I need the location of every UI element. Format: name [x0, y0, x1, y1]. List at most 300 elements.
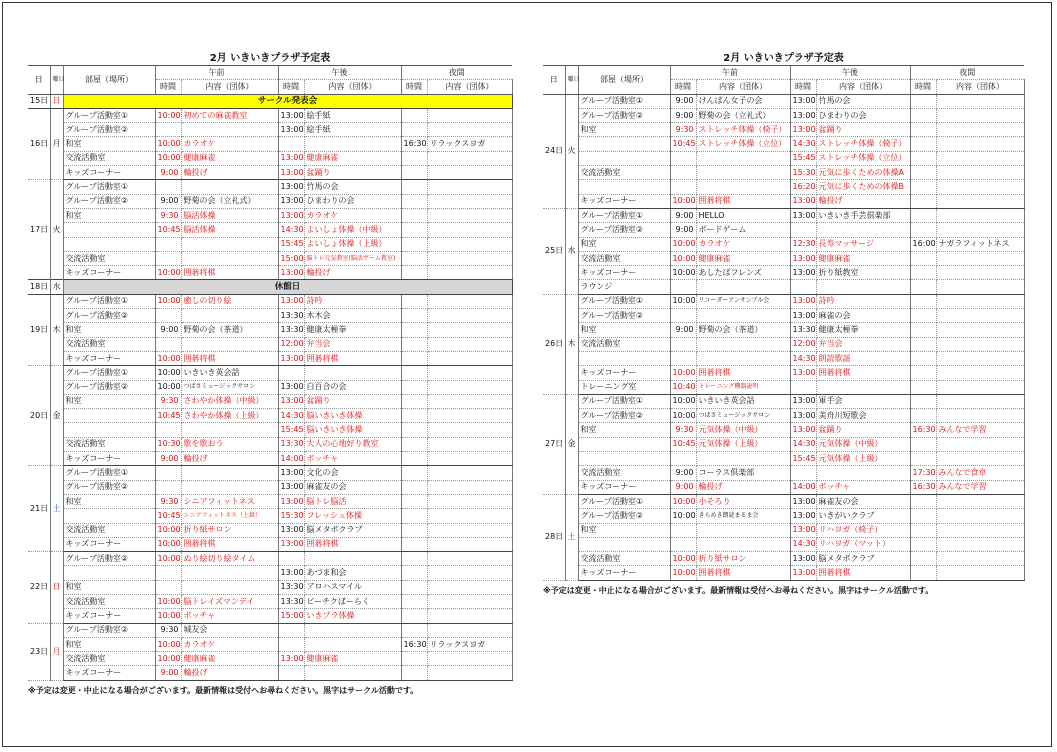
morning-time: 9:00	[670, 323, 696, 337]
night-time	[910, 208, 936, 222]
table-row	[543, 137, 1024, 151]
afternoon-time: 13:00	[278, 394, 304, 408]
night-event	[936, 394, 1024, 408]
afternoon-event: 元気に歩くための体操B	[816, 180, 910, 194]
table-row	[28, 452, 512, 466]
room-name: グループ活動室②	[63, 123, 155, 137]
morning-time: 10:00	[155, 537, 181, 551]
night-time	[401, 437, 427, 451]
night-event	[936, 366, 1024, 380]
afternoon-time: 13:00	[278, 523, 304, 537]
afternoon-time: 14:00	[790, 480, 816, 494]
col-header-night: 夜間	[401, 66, 512, 80]
night-time	[910, 537, 936, 551]
room-name: キッズコーナー	[63, 452, 155, 466]
afternoon-event: ストレッチ体操（椅子）	[816, 137, 910, 151]
night-event	[936, 452, 1024, 466]
col-header-night: 夜間	[910, 66, 1024, 80]
day-date: 21日	[28, 466, 50, 552]
afternoon-event	[304, 666, 401, 680]
night-time	[401, 666, 427, 680]
night-event	[427, 423, 512, 437]
night-time	[910, 380, 936, 394]
afternoon-event: ボッチャ	[304, 452, 401, 466]
morning-time	[155, 580, 181, 594]
night-time	[401, 237, 427, 251]
afternoon-event: フレッシュ体操	[304, 509, 401, 523]
room-name: グループ活動室②	[578, 409, 670, 423]
col-header-content: 内容（団体）	[936, 80, 1024, 94]
morning-time: 10:00	[670, 251, 696, 265]
afternoon-event: 元気に歩くための体操A	[816, 166, 910, 180]
night-time	[910, 294, 936, 308]
table-row	[28, 523, 512, 537]
afternoon-time: 13:00	[790, 194, 816, 208]
morning-event	[181, 251, 278, 265]
table-row	[543, 466, 1024, 480]
morning-time	[670, 309, 696, 323]
morning-event: つばさミュージックサロン	[181, 380, 278, 394]
room-name: グループ活動室①	[578, 208, 670, 222]
day-block	[28, 108, 512, 179]
morning-event	[696, 537, 790, 551]
sheet-title: 2月 いきいきプラザ予定表	[209, 53, 331, 64]
col-header-content: 内容（団体）	[427, 80, 512, 94]
col-header-content: 内容（団体）	[816, 80, 910, 94]
night-time	[401, 452, 427, 466]
day-weekday: 水	[565, 208, 578, 294]
night-event	[427, 151, 512, 165]
room-name: 交流活動室	[578, 337, 670, 351]
afternoon-time: 13:00	[790, 523, 816, 537]
col-header-time: 時間	[278, 80, 304, 94]
table-row	[28, 151, 512, 165]
room-name: 和室	[63, 637, 155, 651]
morning-time: 9:00	[670, 223, 696, 237]
morning-time: 10:00	[670, 366, 696, 380]
afternoon-event: 絵手紙	[304, 108, 401, 122]
night-time	[401, 566, 427, 580]
night-event	[427, 351, 512, 365]
table-row	[28, 108, 512, 122]
afternoon-event	[304, 366, 401, 380]
night-time	[910, 523, 936, 537]
afternoon-event: リハヨガ（椅子）	[816, 523, 910, 537]
morning-event: ストレッチ体操（立位）	[696, 137, 790, 151]
morning-event: 元気体操（上級）	[696, 437, 790, 451]
table-row	[28, 180, 512, 194]
day-block	[28, 294, 512, 365]
morning-event: 健康麻雀	[181, 652, 278, 666]
night-time	[401, 480, 427, 494]
room-name	[578, 351, 670, 365]
room-name	[63, 509, 155, 523]
morning-event	[181, 237, 278, 251]
col-header-time: 時間	[155, 80, 181, 94]
morning-event: 健康麻雀	[696, 251, 790, 265]
morning-event: いきいき英会話	[181, 366, 278, 380]
afternoon-event: カラオケ	[304, 208, 401, 222]
morning-time: 10:40	[670, 380, 696, 394]
day-weekday: 木	[50, 294, 63, 365]
afternoon-event: 健康麻雀	[304, 151, 401, 165]
night-event	[936, 409, 1024, 423]
col-header-content: 内容（団体）	[181, 80, 278, 94]
day-block	[28, 552, 512, 623]
morning-event: 小そろり	[696, 494, 790, 508]
night-event	[427, 652, 512, 666]
afternoon-time: 13:00	[790, 566, 816, 580]
morning-event: リコーダーアンサンブル会	[696, 294, 790, 308]
day-block	[543, 94, 1024, 208]
table-row	[543, 194, 1024, 208]
afternoon-time: 13:00	[278, 380, 304, 394]
afternoon-event: よいしょ体操（中級）	[304, 223, 401, 237]
afternoon-time: 13:00	[278, 180, 304, 194]
morning-event	[181, 123, 278, 137]
night-time	[910, 94, 936, 108]
table-row	[543, 237, 1024, 251]
night-time	[401, 466, 427, 480]
afternoon-time: 13:00	[278, 194, 304, 208]
room-name: 和室	[63, 323, 155, 337]
room-name: キッズコーナー	[578, 194, 670, 208]
night-time	[401, 251, 427, 265]
room-name	[63, 566, 155, 580]
morning-event: 囲碁将棋	[181, 537, 278, 551]
night-event	[427, 208, 512, 222]
room-name: グループ活動室②	[63, 380, 155, 394]
afternoon-time	[790, 380, 816, 394]
afternoon-time: 15:45	[790, 452, 816, 466]
day-date: 24日	[543, 94, 565, 208]
morning-time: 10:45	[155, 409, 181, 423]
afternoon-event	[304, 552, 401, 566]
night-event	[427, 309, 512, 323]
morning-event	[181, 337, 278, 351]
table-row	[28, 652, 512, 666]
morning-event: 輪投げ	[181, 452, 278, 466]
room-name	[578, 437, 670, 451]
night-time	[401, 609, 427, 623]
room-name: キッズコーナー	[63, 266, 155, 280]
room-name: グループ活動室②	[63, 194, 155, 208]
night-event	[427, 452, 512, 466]
morning-time: 9:00	[155, 194, 181, 208]
night-time	[910, 366, 936, 380]
table-row	[28, 380, 512, 394]
afternoon-event: 麻雀の会	[816, 309, 910, 323]
morning-time	[670, 151, 696, 165]
afternoon-event: 元気体操（中級）	[816, 437, 910, 451]
morning-event: シニアフィットネス（上級）	[181, 509, 278, 523]
afternoon-event: いきいき手芸倶楽部	[816, 208, 910, 222]
room-name	[63, 223, 155, 237]
morning-time: 10:00	[155, 266, 181, 280]
afternoon-time: 13:00	[278, 151, 304, 165]
afternoon-time: 13:00	[790, 294, 816, 308]
night-event	[427, 609, 512, 623]
night-event	[427, 409, 512, 423]
afternoon-event: 健康太極拳	[304, 323, 401, 337]
sheet-title: 2月 いきいきプラザ予定表	[723, 53, 844, 64]
night-event	[936, 323, 1024, 337]
table-row	[28, 208, 512, 222]
morning-time: 9:00	[670, 208, 696, 222]
night-time	[910, 223, 936, 237]
day-block	[28, 366, 512, 466]
morning-time	[155, 309, 181, 323]
day-date: 16日	[28, 108, 50, 179]
night-time	[910, 280, 936, 294]
room-name: キッズコーナー	[63, 351, 155, 365]
afternoon-event: 長寿マッサージ	[816, 237, 910, 251]
night-time	[910, 409, 936, 423]
afternoon-time: 15:00	[278, 609, 304, 623]
afternoon-time: 12:00	[278, 337, 304, 351]
afternoon-event: 盆踊り	[816, 123, 910, 137]
room-name: グループ活動室①	[578, 94, 670, 108]
day-weekday: 金	[50, 366, 63, 466]
afternoon-time: 14:30	[278, 223, 304, 237]
afternoon-event: ビーチクぱーらく	[304, 594, 401, 608]
morning-event	[181, 423, 278, 437]
col-header-content: 内容（団体）	[696, 80, 790, 94]
room-name: 和室	[578, 123, 670, 137]
afternoon-time	[790, 223, 816, 237]
room-name: 交流活動室	[63, 151, 155, 165]
morning-event: 囲碁将棋	[181, 351, 278, 365]
night-event	[427, 180, 512, 194]
morning-time: 10:30	[155, 437, 181, 451]
afternoon-event: リハヨガ（マット）	[816, 537, 910, 551]
afternoon-time: 13:00	[278, 494, 304, 508]
morning-time	[670, 537, 696, 551]
morning-time: 9:00	[155, 452, 181, 466]
afternoon-event	[304, 637, 401, 651]
table-row	[28, 237, 512, 251]
col-header-morning: 午前	[155, 66, 278, 80]
night-time: 16:30	[910, 423, 936, 437]
morning-event	[181, 180, 278, 194]
afternoon-event	[816, 280, 910, 294]
afternoon-time: 13:00	[790, 509, 816, 523]
night-event	[936, 223, 1024, 237]
night-event	[427, 480, 512, 494]
room-name: キッズコーナー	[63, 166, 155, 180]
afternoon-event: 大人の心地好り教室	[304, 437, 401, 451]
morning-event: 輪投げ	[181, 666, 278, 680]
night-event	[936, 337, 1024, 351]
night-event	[936, 137, 1024, 151]
morning-time	[155, 237, 181, 251]
table-row	[543, 437, 1024, 451]
banner-row	[28, 94, 512, 108]
morning-time: 10:00	[670, 509, 696, 523]
morning-event: コーラス倶楽部	[696, 466, 790, 480]
footnote: ※予定は変更・中止になる場合がございます。最新情報は受付へお尋ねください。黒字はサークル活動です。	[28, 685, 419, 695]
room-name: 和室	[578, 423, 670, 437]
morning-time: 9:30	[670, 423, 696, 437]
day-block	[543, 394, 1024, 494]
room-name: 和室	[63, 137, 155, 151]
night-time	[401, 323, 427, 337]
table-row	[543, 166, 1024, 180]
room-name: グループ活動室①	[63, 180, 155, 194]
day-date: 26日	[543, 294, 565, 394]
morning-event: 囲碁将棋	[696, 366, 790, 380]
afternoon-event: 脳いきいき体操	[304, 423, 401, 437]
night-event: リラックスヨガ	[427, 637, 512, 651]
room-name: グループ活動室②	[578, 223, 670, 237]
night-time	[910, 452, 936, 466]
night-time	[401, 351, 427, 365]
afternoon-event: 囲碁将棋	[304, 537, 401, 551]
day-weekday: 月	[50, 623, 63, 680]
table-row	[543, 566, 1024, 580]
room-name: グループ活動室①	[63, 466, 155, 480]
room-name: 交流活動室	[63, 652, 155, 666]
room-name: 交流活動室	[63, 337, 155, 351]
afternoon-time: 13:00	[278, 652, 304, 666]
afternoon-time: 13:00	[278, 166, 304, 180]
afternoon-time: 15:30	[278, 509, 304, 523]
night-time	[401, 552, 427, 566]
morning-event: 歌を歌おう	[181, 437, 278, 451]
table-row	[543, 380, 1024, 394]
night-event	[427, 194, 512, 208]
morning-event: きらめき朗読まるま会	[696, 509, 790, 523]
day-date: 25日	[543, 208, 565, 294]
day-block	[28, 94, 512, 108]
night-time	[910, 151, 936, 165]
night-time	[910, 266, 936, 280]
table-row	[28, 509, 512, 523]
room-name	[578, 151, 670, 165]
afternoon-event: あづま和会	[304, 566, 401, 580]
afternoon-time	[278, 637, 304, 651]
day-date: 20日	[28, 366, 50, 466]
night-event	[936, 208, 1024, 222]
afternoon-time: 13:00	[790, 423, 816, 437]
morning-event: けんぱん女子の会	[696, 94, 790, 108]
morning-event: さわやか体操（中級）	[181, 394, 278, 408]
day-block	[543, 294, 1024, 394]
afternoon-time: 15:45	[278, 423, 304, 437]
afternoon-event: 囲碁将棋	[816, 366, 910, 380]
table-row	[28, 594, 512, 608]
morning-event	[696, 151, 790, 165]
table-row	[28, 566, 512, 580]
afternoon-time: 13:00	[278, 266, 304, 280]
day-weekday: 火	[50, 180, 63, 280]
afternoon-time: 13:30	[278, 309, 304, 323]
morning-event: さわやか体操（上級）	[181, 409, 278, 423]
afternoon-time: 13:00	[790, 552, 816, 566]
day-banner: 休館日	[63, 280, 512, 294]
afternoon-time	[278, 366, 304, 380]
col-header-time: 時間	[401, 80, 427, 94]
afternoon-time: 13:00	[278, 537, 304, 551]
night-event	[427, 523, 512, 537]
table-row	[28, 337, 512, 351]
room-name: グループ活動室①	[578, 294, 670, 308]
night-event	[427, 123, 512, 137]
table-row	[28, 294, 512, 308]
night-event	[427, 108, 512, 122]
morning-event	[181, 566, 278, 580]
table-row	[543, 123, 1024, 137]
afternoon-event	[816, 223, 910, 237]
room-name: 和室	[63, 580, 155, 594]
night-event	[936, 251, 1024, 265]
afternoon-time: 13:00	[790, 123, 816, 137]
night-time	[910, 509, 936, 523]
afternoon-event: 囲碁将棋	[816, 566, 910, 580]
table-row	[543, 509, 1024, 523]
night-event	[427, 223, 512, 237]
day-weekday: 日	[50, 94, 63, 108]
morning-time: 10:00	[670, 566, 696, 580]
table-row	[28, 137, 512, 151]
morning-event	[181, 480, 278, 494]
afternoon-time: 13:30	[278, 580, 304, 594]
morning-event: カラオケ	[181, 137, 278, 151]
room-name: グループ活動室①	[63, 294, 155, 308]
morning-time: 10:00	[155, 380, 181, 394]
morning-event: 囲碁将棋	[696, 194, 790, 208]
morning-event: 癒しの切り絵	[181, 294, 278, 308]
afternoon-time: 14:30	[278, 409, 304, 423]
night-event	[427, 166, 512, 180]
morning-time: 9:00	[670, 94, 696, 108]
col-header-date: 日	[28, 66, 50, 95]
night-event	[936, 309, 1024, 323]
room-name: 交流活動室	[578, 251, 670, 265]
afternoon-time: 13:30	[278, 323, 304, 337]
night-event	[936, 552, 1024, 566]
afternoon-event: 健康太極拳	[816, 323, 910, 337]
night-time	[401, 494, 427, 508]
table-row	[28, 537, 512, 551]
night-event	[427, 323, 512, 337]
afternoon-time: 14:30	[790, 137, 816, 151]
table-row	[28, 437, 512, 451]
night-time	[401, 366, 427, 380]
afternoon-event	[816, 380, 910, 394]
morning-event	[181, 580, 278, 594]
morning-event: 囲碁将棋	[181, 266, 278, 280]
room-name	[578, 537, 670, 551]
morning-event: 折り紙サロン	[181, 523, 278, 537]
room-name: キッズコーナー	[578, 366, 670, 380]
night-time	[910, 108, 936, 122]
morning-event: 野菊の会（茶道）	[696, 323, 790, 337]
afternoon-event: 脳トレ元気教室(脳活ゲーム教室)	[304, 251, 401, 265]
night-event	[936, 566, 1024, 580]
night-event	[427, 552, 512, 566]
night-time	[401, 623, 427, 637]
night-event	[427, 566, 512, 580]
day-weekday: 火	[565, 94, 578, 208]
night-time	[401, 294, 427, 308]
afternoon-event: 盆踊り	[304, 166, 401, 180]
table-row	[543, 337, 1024, 351]
table-row	[543, 323, 1024, 337]
room-name: 和室	[63, 208, 155, 222]
table-row	[28, 394, 512, 408]
night-time: 16:30	[910, 480, 936, 494]
